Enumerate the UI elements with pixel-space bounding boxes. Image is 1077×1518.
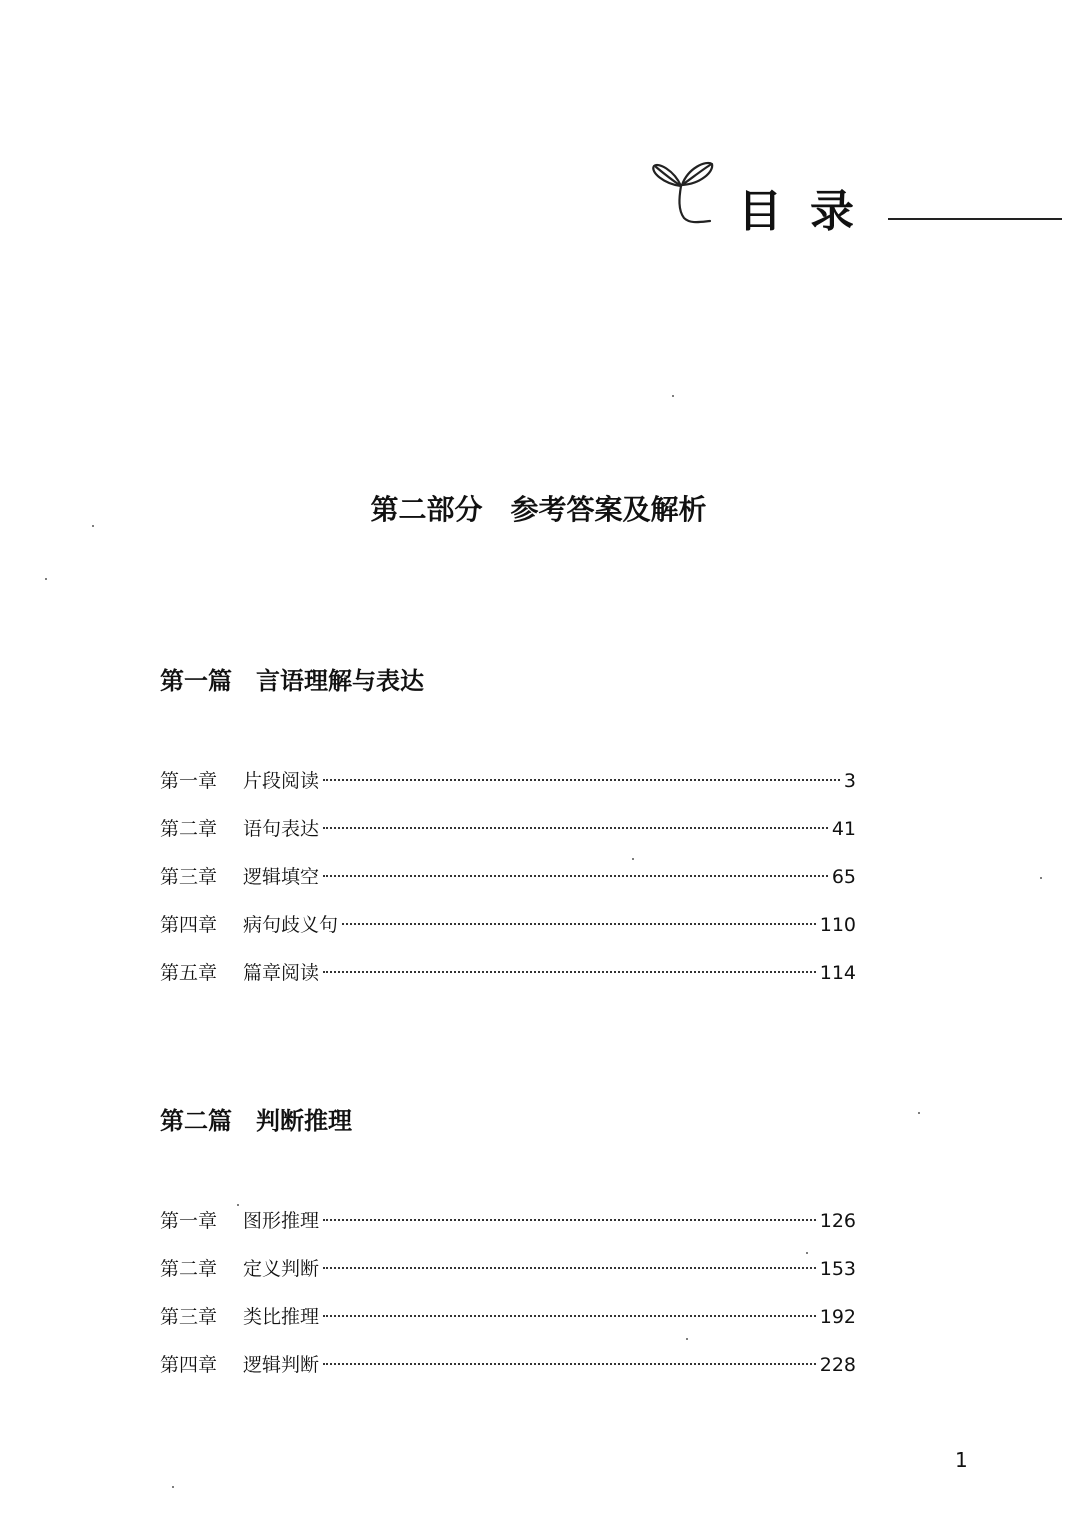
chapter-number: 第一章 [160, 770, 218, 792]
dot-leader [323, 827, 828, 829]
chapter-list [160, 764, 856, 1004]
dot-leader [323, 1363, 816, 1365]
chapter-name: 逻辑填空 [243, 866, 320, 888]
dot-leader [323, 779, 840, 781]
folio-page-number: 1 [955, 1448, 968, 1472]
section-title: 第二篇 判断推理 [160, 1107, 352, 1135]
scan-speck [806, 1252, 808, 1254]
scan-speck [92, 525, 94, 527]
dot-leader [323, 1315, 816, 1317]
part-title: 第二部分 参考答案及解析 [370, 493, 707, 526]
toc-entry[interactable] [160, 908, 856, 956]
toc-entry[interactable] [160, 860, 856, 908]
toc-title: 目录 [738, 186, 882, 237]
page-number: 153 [819, 1258, 856, 1280]
toc-entry[interactable] [160, 956, 856, 1004]
chapter-number: 第四章 [160, 1354, 218, 1376]
chapter-name: 类比推理 [243, 1306, 320, 1328]
chapter-name: 病句歧义句 [243, 914, 339, 936]
chapter-number: 第三章 [160, 866, 218, 888]
toc-entry[interactable] [160, 1204, 856, 1252]
toc-entry[interactable] [160, 1348, 856, 1396]
section-title: 第一篇 言语理解与表达 [160, 667, 424, 695]
scan-speck [672, 395, 674, 397]
chapter-list [160, 1204, 856, 1396]
chapter-name: 语句表达 [243, 818, 320, 840]
page-number: 228 [819, 1354, 856, 1376]
chapter-name: 图形推理 [243, 1210, 320, 1232]
page-number: 41 [831, 818, 856, 840]
toc-entry[interactable] [160, 1300, 856, 1348]
chapter-name: 逻辑判断 [243, 1354, 320, 1376]
header-rule [888, 218, 1062, 220]
dot-leader [323, 1219, 816, 1221]
scan-speck [172, 1486, 174, 1488]
dot-leader [323, 875, 828, 877]
scan-speck [237, 1204, 239, 1206]
dot-leader [323, 971, 816, 973]
scan-speck [45, 578, 47, 580]
toc-entry[interactable] [160, 1252, 856, 1300]
scan-speck [632, 858, 634, 860]
chapter-number: 第二章 [160, 1258, 218, 1280]
page-number: 114 [819, 962, 856, 984]
page-number: 65 [831, 866, 856, 888]
chapter-number: 第五章 [160, 962, 218, 984]
scan-speck [686, 1338, 688, 1340]
toc-header [648, 158, 1068, 248]
dot-leader [323, 1267, 816, 1269]
toc-entry[interactable] [160, 764, 856, 812]
page-number: 3 [843, 770, 856, 792]
page-number: 126 [819, 1210, 856, 1232]
chapter-number: 第一章 [160, 1210, 218, 1232]
dot-leader [342, 923, 816, 925]
chapter-number: 第四章 [160, 914, 218, 936]
scan-speck [918, 1112, 920, 1114]
chapter-number: 第二章 [160, 818, 218, 840]
page-number: 192 [819, 1306, 856, 1328]
chapter-name: 篇章阅读 [243, 962, 320, 984]
chapter-name: 片段阅读 [243, 770, 320, 792]
scan-speck [1040, 877, 1042, 879]
toc-entry[interactable] [160, 812, 856, 860]
sprout-icon [648, 158, 720, 228]
chapter-name: 定义判断 [243, 1258, 320, 1280]
chapter-number: 第三章 [160, 1306, 218, 1328]
page-number: 110 [819, 914, 856, 936]
